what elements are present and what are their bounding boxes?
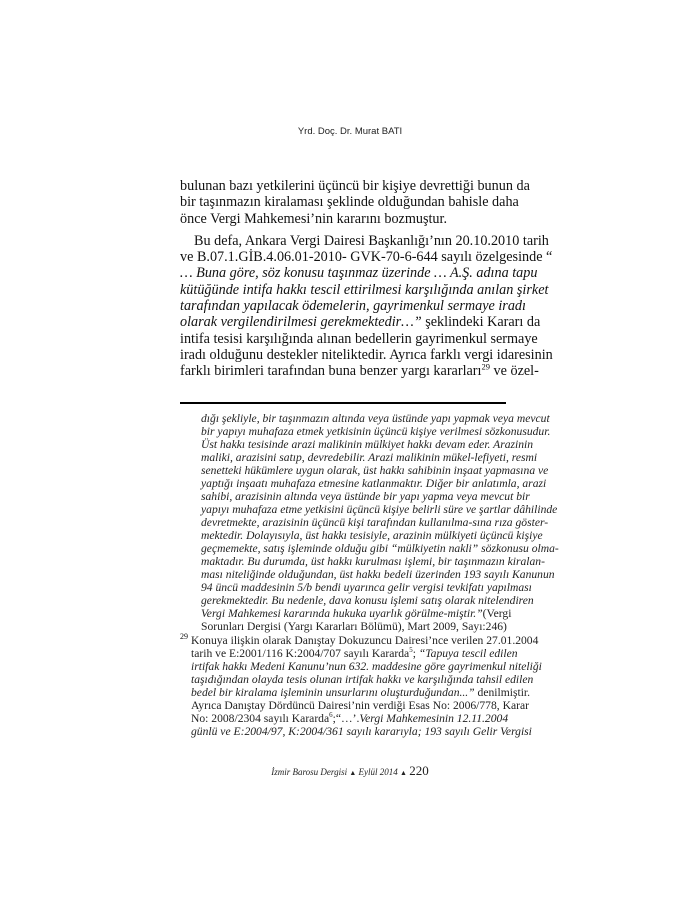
text-segment: yapıyı muhafaza etme yetkisini üçüncü kişiye belirli süre ve şartlar dâhilinde bbox=[201, 503, 558, 516]
text-segment: bulunan bazı yetkilerini üçüncü bir kişiye devrettiği bunun da bbox=[180, 178, 530, 194]
text-line bbox=[180, 249, 553, 266]
text-segment: Üst hakkı tesisinde arazi malikinin mülkiyet hakkı devam eder. Arazinin bbox=[201, 438, 534, 451]
text-segment: ve özel- bbox=[489, 363, 539, 380]
text-segment: Konuya ilişkin olarak Danıştay Dokuzuncu Dairesi’nce verilen 27.01.2004 bbox=[191, 634, 539, 647]
page-number: 220 bbox=[409, 763, 429, 778]
text-segment: 94 üncü maddesinin 5/b bendi uyarınca gelir vergisi tevkifatı yapılması bbox=[201, 581, 532, 594]
text-segment: senetteki hükümlere uygun olarak, üst hakkı sahibinin inşaat yapmasına ve bbox=[201, 464, 549, 477]
text-line bbox=[201, 477, 547, 490]
text-segment: tarafından yapılacak ödemelerin, gayrimenkul sermaye iradı bbox=[180, 298, 526, 315]
text-segment: geçmemekte, satış işleminde olduğu gibi “mülkiyetin nakli” sözkonusu olma- bbox=[201, 542, 559, 555]
text-line bbox=[201, 425, 551, 438]
text-line bbox=[180, 211, 517, 227]
text-segment: devretmekte, arazisinin üçüncü kişi tarafından kullanılma-sına rıza göster- bbox=[201, 516, 549, 529]
footnote-separator-rule bbox=[180, 402, 506, 404]
text-segment: mektedir. Dolayısıyla, üst hakkı tesisiyle, arazinin mülkiyeti üçüncü kişiye bbox=[201, 529, 543, 542]
text-line bbox=[201, 568, 555, 581]
text-segment: taşıdığından olayda tesis olunan irtifak hakkı ve karşılığında tahsil edilen bbox=[191, 673, 534, 686]
text-segment: gerekmektedir. Bu nedenle, dava konusu işlemi satış olarak nitelendiren bbox=[201, 594, 534, 607]
text-segment: ve B.07.1.GİB.4.06.01-2010- GVK-70-6-644 sayılı özelgesinde “ bbox=[180, 249, 553, 266]
text-line bbox=[201, 581, 532, 594]
text-segment: (Vergi bbox=[482, 607, 512, 620]
text-segment: maktadır. Bu durumda, üst hakkı kurulması işlemi, bir taşınmazın kiralan- bbox=[201, 555, 545, 568]
text-line bbox=[180, 281, 549, 298]
text-segment: sahibi, arazisinin altında veya üstünde bir yapı yapma veya mevcut bir bbox=[201, 490, 530, 503]
footnote-reference: 5 bbox=[409, 646, 413, 655]
text-segment: “Tapuya tescil edilen bbox=[418, 647, 518, 660]
text-segment: önce Vergi Mahkemesi’nin kararını bozmuştur. bbox=[180, 210, 448, 227]
text-segment: ;“…’. bbox=[332, 712, 360, 725]
text-line bbox=[201, 607, 512, 620]
text-line bbox=[191, 673, 534, 686]
text-segment: günlü ve E:2004/97, K:2004/361 sayılı kararıyla; 193 sayılı Gelir Vergisi bbox=[191, 725, 532, 738]
text-segment: Bu defa, Ankara Vergi Dairesi Başkanlığı’nın 20.10.2010 tarih bbox=[194, 232, 549, 249]
text-line bbox=[191, 711, 509, 725]
text-line bbox=[180, 361, 539, 380]
text-segment: şeklindeki Kararı da bbox=[421, 314, 541, 331]
text-line bbox=[201, 503, 558, 516]
text-line bbox=[201, 490, 530, 503]
paragraph bbox=[180, 232, 553, 380]
text-line bbox=[191, 660, 542, 673]
text-segment: No: 2008/2304 sayılı Kararda bbox=[191, 712, 330, 725]
text-segment: denilmiştir. bbox=[474, 686, 531, 699]
text-line bbox=[201, 529, 543, 542]
footnote-reference: 29 bbox=[481, 361, 490, 372]
text-line bbox=[201, 555, 545, 568]
text-segment: tarih ve E:2001/116 K:2004/707 sayılı Kararda bbox=[191, 647, 410, 660]
text-line bbox=[180, 298, 526, 315]
text-segment: yaptığı inşaatı muhafaza etmesine katlanmaktır. Diğer bir anlatımla, arazi bbox=[201, 477, 547, 490]
text-line bbox=[201, 412, 550, 425]
footnote-28-continuation bbox=[201, 412, 559, 633]
body-text bbox=[180, 178, 553, 386]
text-line bbox=[191, 725, 532, 738]
text-line bbox=[201, 438, 534, 451]
text-line bbox=[201, 451, 538, 464]
text-segment: farklı birimleri tarafından buna benzer yargı kararları bbox=[180, 363, 482, 380]
running-header-author: Yrd. Doç. Dr. Murat BATI bbox=[297, 126, 403, 137]
footnote-reference: 6 bbox=[329, 711, 333, 720]
text-line bbox=[191, 686, 531, 699]
issue-date: Eylül 2014 bbox=[358, 767, 398, 777]
text-line bbox=[180, 178, 530, 194]
separator-triangle: ▲ bbox=[400, 769, 407, 777]
page-footer bbox=[0, 763, 700, 779]
text-line bbox=[201, 516, 549, 529]
text-segment: bir yapıyı muhafaza etmek yetkisinin üçüncü kişiye verilmesi sözkonusudur. bbox=[201, 425, 551, 438]
text-line bbox=[180, 232, 549, 249]
text-line bbox=[201, 620, 506, 633]
text-segment: Vergi Mahkemesinin 12.11.2004 bbox=[359, 712, 509, 725]
text-segment: irtifak hakkı Medeni Kanunu’nun 632. maddesine göre gayrimenkul niteliği bbox=[191, 660, 542, 673]
text-segment: ması niteliğinde olduğundan, üst hakkı bedeli üzerinden 193 sayılı Kanunun bbox=[201, 568, 555, 581]
text-segment: maliki, arazisini satıp, devredebilir. Arazi malikinin mükel-lefiyeti, resmi bbox=[201, 451, 538, 464]
text-line bbox=[201, 464, 549, 477]
footnote-29 bbox=[191, 634, 542, 738]
separator-triangle: ▲ bbox=[349, 769, 357, 777]
text-segment: Vergi Mahkemesi kararında hukuka uyarlık görülme-miştir.” bbox=[201, 607, 483, 620]
text-line bbox=[180, 346, 553, 363]
text-line bbox=[191, 699, 529, 712]
text-line bbox=[180, 330, 538, 347]
text-segment: iradı olduğunu destekler niteliktedir. Ayrıca farklı vergi idaresinin bbox=[180, 346, 553, 363]
text-line bbox=[180, 265, 538, 282]
text-segment: Sorunları Dergisi (Yargı Kararları Bölümü), Mart 2009, Sayı:246) bbox=[201, 620, 507, 633]
text-line bbox=[201, 594, 534, 607]
text-line bbox=[180, 194, 517, 210]
paragraph bbox=[180, 178, 530, 227]
text-line bbox=[180, 314, 541, 331]
text-segment: kütüğünde intifa hakkı tescil ettirilmesi karşılığında anılan şirket bbox=[180, 281, 549, 298]
footnote-29-marker: 29 bbox=[180, 632, 188, 641]
journal-name: İzmir Barosu Dergisi bbox=[271, 767, 348, 777]
text-segment: Ayrıca Danıştay Dördüncü Dairesi’nin verdiği Esas No: 2006/778, Karar bbox=[191, 699, 529, 712]
text-segment: bir taşınmazın kiralaması şeklinde olduğundan bahisle daha bbox=[180, 194, 519, 211]
text-segment: ; bbox=[412, 647, 419, 660]
text-line bbox=[191, 646, 518, 660]
text-segment: bedel bir kiralama işleminin unsurlarını oluşturduğundan...” bbox=[191, 686, 475, 699]
text-segment: olarak vergilendirilmesi gerekmektedir…” bbox=[180, 314, 422, 331]
text-line bbox=[191, 634, 539, 647]
text-segment: intifa tesisi karşılığında alınan bedellerin gayrimenkul sermaye bbox=[180, 330, 538, 347]
text-segment: dığı şekliyle, bir taşınmazın altında veya üstünde yapı yapmak veya mevcut bbox=[201, 412, 550, 425]
text-line bbox=[201, 542, 559, 555]
text-segment: … Buna göre, söz konusu taşınmaz üzerinde … A.Ş. adına tapu bbox=[180, 265, 538, 282]
